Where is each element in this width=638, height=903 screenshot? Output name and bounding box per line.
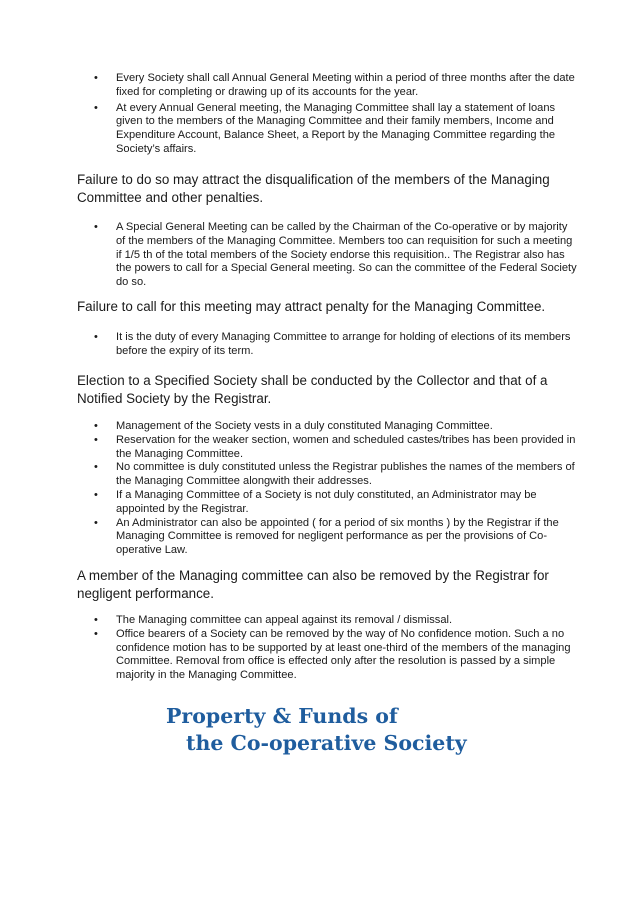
bullet-list-special-meeting [77,221,577,290]
bullet-list-removal [77,614,577,683]
paragraph-election: Election to a Specified Society shall be conducted by the Collector and that of a Notified Society by the Registrar. [77,373,548,406]
list-item: • Office bearers of a Society can be removed by the way of No confidence motion. Such a no confidence motion has to be supported by at least one-third of the members of the managing Committee. Removal from office is effected only after the resolution is passed by a simple majority in the Managing Committee. [94,627,571,682]
bullet-icon: • [94,516,98,529]
bullet-icon: • [94,72,98,84]
bullet-icon: • [94,461,98,474]
bullet-list-elections [77,331,577,359]
heading-line-2: the Co-operative Society [186,731,467,755]
list-item: • It is the duty of every Managing Committee to arrange for holding of elections of its members before the expiry of its term. [94,331,571,357]
list-item: • A Special General Meeting can be called by the Chairman of the Co-operative or by majority of the members of the Managing Committee. Members too can requisition for such a meeting if 1/5 th of the total members of the Society endorse this requisition.. The Registrar also has the powers to call for a Special General meeting. So can the committee of the Federal Society do so. [94,221,577,289]
list-item: • An Administrator can also be appointed ( for a period of six months ) by the Registrar if the Managing Committee is removed for negligent performance as per the provisions of Co-operative Law. [94,516,559,557]
list-item: • Reservation for the weaker section, women and scheduled castes/tribes has been provided in the Managing Committee. [94,433,576,460]
bullet-icon: • [94,420,98,432]
list-item: • Every Society shall call Annual General Meeting within a period of three months after the date fixed for completing or drawing up of its accounts for the year. [94,72,575,98]
bullet-list-management [77,420,577,558]
bullet-icon: • [94,627,98,640]
paragraph-failure-penalty: Failure to call for this meeting may attract penalty for the Managing Committee. [77,299,546,314]
heading-line-1: Property & Funds of [166,704,398,728]
bullet-icon: • [94,331,98,343]
list-item: • The Managing committee can appeal against its removal / dismissal. [94,614,453,626]
paragraph-failure-disqualification: Failure to do so may attract the disqualification of the members of the Managing Committee and other penalties. [77,172,550,205]
bullet-icon: • [94,221,98,233]
list-item: • No committee is duly constituted unless the Registrar publishes the names of the members of the Managing Committee alongwith their addresses. [94,461,575,488]
bullet-icon: • [94,488,98,501]
bullet-icon: • [94,433,98,446]
section-heading [166,703,467,757]
list-item: • At every Annual General meeting, the Managing Committee shall lay a statement of loans given to the members of the Managing Committee and their family members, Income and Expenditure Account, Balance Sheet, a Report by the Managing Committee regarding the Society’s affairs. [94,101,556,155]
bullet-list-agm [77,72,577,157]
list-item: • If a Managing Committee of a Society is not duly constituted, an Administrator may be appointed by the Registrar. [94,488,537,515]
paragraph-member-removal: A member of the Managing committee can also be removed by the Registrar for negligent performance. [77,568,549,601]
list-item: • Management of the Society vests in a duly constituted Managing Committee. [94,420,493,432]
bullet-icon: • [94,101,98,114]
bullet-icon: • [94,614,98,626]
